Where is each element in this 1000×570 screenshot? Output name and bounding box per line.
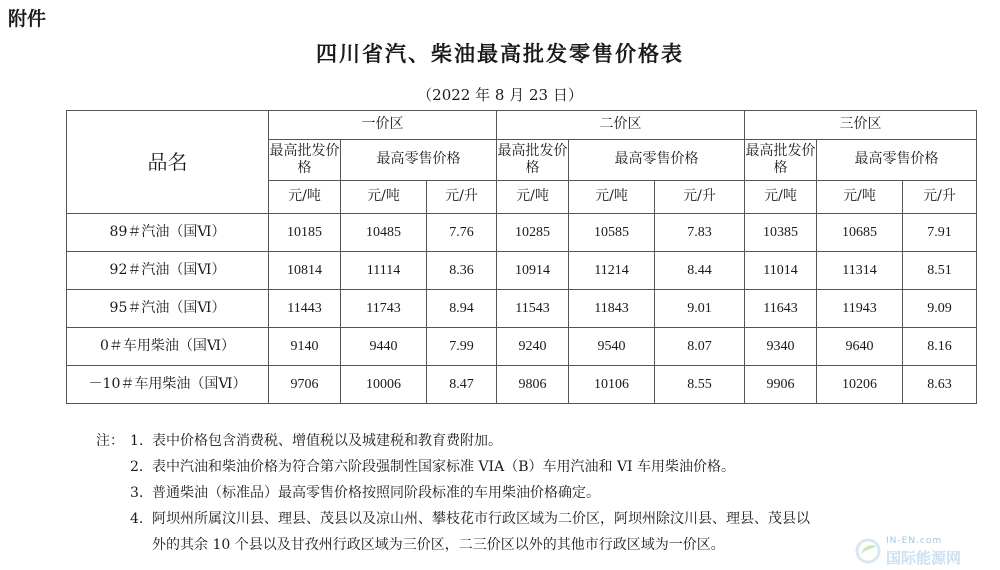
price-cell: 10914 [497,252,569,290]
price-cell: 10206 [817,366,903,404]
price-cell: 10285 [497,214,569,252]
table-row [67,328,977,366]
table-row [67,366,977,404]
unit-ton: 元/吨 [341,181,427,214]
attachment-label: 附件 [8,8,47,30]
unit-ton: 元/吨 [569,181,655,214]
product-name: －10＃车用柴油（国Ⅵ） [67,366,269,404]
price-cell: 11643 [745,290,817,328]
price-cell: 11314 [817,252,903,290]
note-item [96,506,976,532]
price-cell: 11443 [269,290,341,328]
note-item [96,428,976,454]
retail-header: 最高零售价格 [341,140,497,181]
note-text: 表中汽油和柴油价格为符合第六阶段强制性国家标准 VIA（B）车用汽油和 VI 车用柴油价格。 [152,459,736,475]
price-cell: 10006 [341,366,427,404]
price-cell: 9640 [817,328,903,366]
price-cell: 9340 [745,328,817,366]
price-cell: 7.76 [427,214,497,252]
price-cell: 10185 [269,214,341,252]
unit-liter: 元/升 [655,181,745,214]
price-cell: 10685 [817,214,903,252]
watermark-top-text: IN-EN.com [886,536,943,546]
price-cell: 8.44 [655,252,745,290]
price-cell: 7.91 [903,214,977,252]
price-cell: 7.99 [427,328,497,366]
unit-liter: 元/升 [903,181,977,214]
table-row [67,214,977,252]
notes-section [96,428,976,558]
zone-1-header: 一价区 [269,111,497,140]
unit-ton: 元/吨 [497,181,569,214]
price-cell: 10814 [269,252,341,290]
price-cell: 8.63 [903,366,977,404]
watermark [854,536,994,566]
price-cell: 9806 [497,366,569,404]
unit-liter: 元/升 [427,181,497,214]
unit-ton: 元/吨 [817,181,903,214]
wholesale-header: 最高批发价格 [269,140,341,181]
note-number: 4. [130,511,144,527]
leaf-logo-icon [854,538,882,568]
product-name: 0＃车用柴油（国Ⅵ） [67,328,269,366]
note-number: 2. [130,459,144,475]
table-row [67,290,977,328]
retail-header: 最高零售价格 [569,140,745,181]
unit-ton: 元/吨 [269,181,341,214]
price-cell: 9906 [745,366,817,404]
price-cell: 8.47 [427,366,497,404]
price-cell: 9.09 [903,290,977,328]
price-cell: 8.07 [655,328,745,366]
price-cell: 10485 [341,214,427,252]
wholesale-header: 最高批发价格 [745,140,817,181]
note-text: 阿坝州所属汶川县、理县、茂县以及凉山州、攀枝花市行政区域为二价区，阿坝州除汶川县、理县、茂县以 [152,511,810,527]
document-date: （2022 年 8 月 23 日） [417,86,583,104]
price-cell: 11943 [817,290,903,328]
price-cell: 11014 [745,252,817,290]
product-name: 92＃汽油（国Ⅵ） [67,252,269,290]
note-text: 普通柴油（标准品）最高零售价格按照同阶段标准的车用柴油价格确定。 [152,485,600,501]
price-cell: 8.94 [427,290,497,328]
price-cell: 8.55 [655,366,745,404]
wholesale-header: 最高批发价格 [497,140,569,181]
note-number: 1. [130,433,144,449]
product-name-header: 品名 [67,111,269,214]
watermark-bottom-text: 国际能源网 [886,549,962,567]
price-cell: 11843 [569,290,655,328]
price-cell: 10585 [569,214,655,252]
price-table [66,110,977,404]
product-name: 95＃汽油（国Ⅵ） [67,290,269,328]
note-item [96,480,976,506]
table-row [67,252,977,290]
price-cell: 8.51 [903,252,977,290]
price-cell: 7.83 [655,214,745,252]
price-cell: 9706 [269,366,341,404]
price-cell: 8.16 [903,328,977,366]
price-cell: 9.01 [655,290,745,328]
price-cell: 11114 [341,252,427,290]
price-cell: 11543 [497,290,569,328]
zone-2-header: 二价区 [497,111,745,140]
notes-prefix: 注： [96,433,124,449]
retail-header: 最高零售价格 [817,140,977,181]
price-cell: 10106 [569,366,655,404]
note-item [96,454,976,480]
zone-3-header: 三价区 [745,111,977,140]
page-title: 四川省汽、柴油最高批发零售价格表 [316,41,684,66]
note-text: 表中价格包含消费税、增值税以及城建税和教育费附加。 [152,433,502,449]
price-cell: 8.36 [427,252,497,290]
product-name: 89＃汽油（国Ⅵ） [67,214,269,252]
price-cell: 11743 [341,290,427,328]
unit-ton: 元/吨 [745,181,817,214]
note-continuation: 外的其余 10 个县以及甘孜州行政区域为三价区，二三价区以外的其他市行政区域为一价区。 [152,537,725,553]
price-cell: 9540 [569,328,655,366]
price-cell: 10385 [745,214,817,252]
price-cell: 9140 [269,328,341,366]
price-cell: 11214 [569,252,655,290]
note-number: 3. [130,485,144,501]
price-cell: 9240 [497,328,569,366]
price-cell: 9440 [341,328,427,366]
